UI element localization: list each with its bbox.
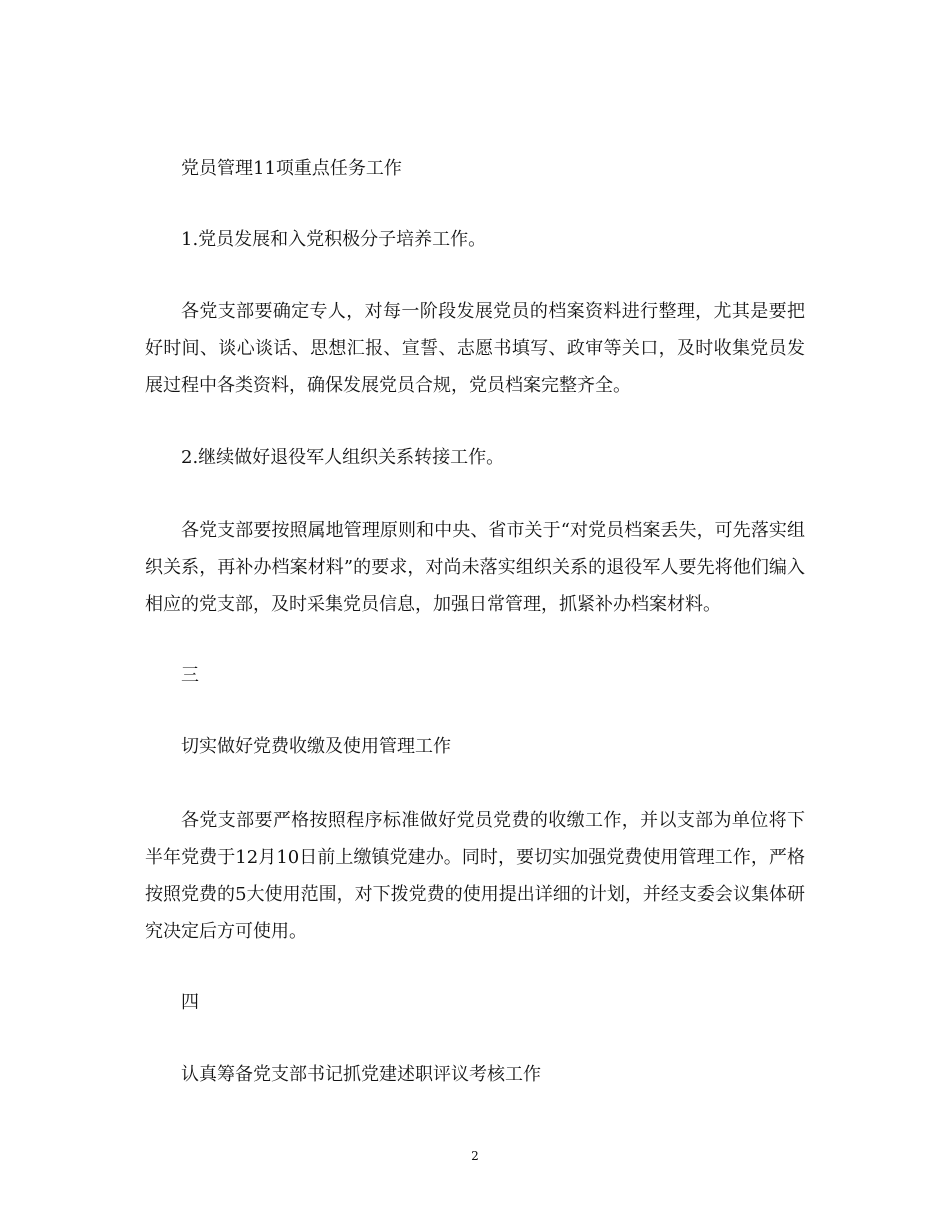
item-1-body: 各党支部要确定专人，对每一阶段发展党员的档案资料进行整理，尤其是要把好时间、谈心谈话、思想汇报、宣誓、志愿书填写、政审等关口，及时收集党员发展过程中各类资料，确保发展党员合规，党员档案完整齐全。 bbox=[145, 301, 805, 396]
section-4-number: 四 bbox=[181, 992, 199, 1013]
document-heading: 党员管理11项重点任务工作 bbox=[181, 158, 402, 179]
item-2-title: 2.继续做好退役军人组织关系转接工作。 bbox=[181, 447, 505, 468]
page-number: 2 bbox=[471, 1149, 479, 1163]
section-4-title: 认真筹备党支部书记抓党建述职评议考核工作 bbox=[181, 1064, 541, 1085]
item-2-body: 各党支部要按照属地管理原则和中央、省市关于“对党员档案丢失，可先落实组织关系，再补办档案材料”的要求，对尚未落实组织关系的退役军人要先将他们编入相应的党支部，及时采集党员信息，加强日常管理，抓紧补办档案材料。 bbox=[145, 520, 805, 615]
section-3-body: 各党支部要严格按照程序标准做好党员党费的收缴工作，并以支部为单位将下半年党费于12月10日前上缴镇党建办。同时，要切实加强党费使用管理工作，严格按照党费的5大使用范围，对下拨党费的使用提出详细的计划，并经支委会议集体研究决定后方可使用。 bbox=[145, 810, 805, 942]
item-1-title: 1.党员发展和入党积极分子培养工作。 bbox=[181, 229, 487, 250]
section-3-number: 三 bbox=[181, 665, 199, 686]
section-3-title: 切实做好党费收缴及使用管理工作 bbox=[181, 736, 451, 757]
